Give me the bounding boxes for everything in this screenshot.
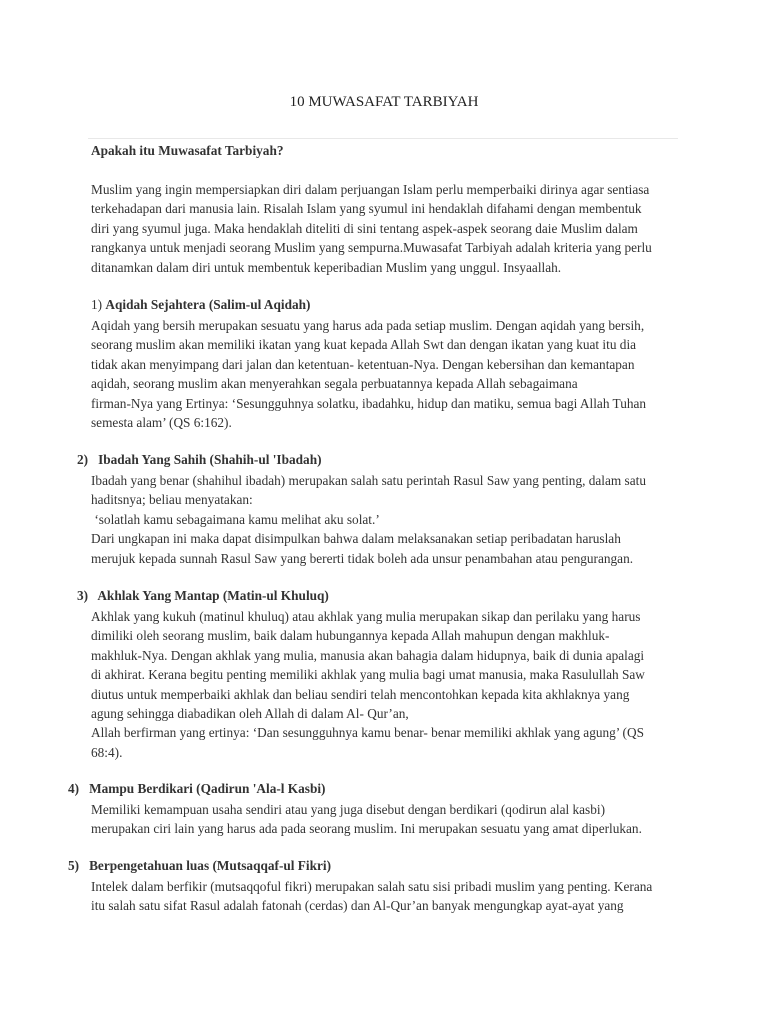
body-line: firman-Nya yang Ertinya: ‘Sesungguhnya solatku, ibadahku, hidup dan matiku, semua bagi Allah Tuhan [91, 395, 647, 411]
section-title: Aqidah Sejahtera (Salim-ul Aqidah) [105, 297, 311, 312]
document-title: 10 MUWASAFAT TARBIYAH [289, 94, 479, 110]
body-line: haditsnya; beliau menyatakan: [91, 492, 253, 508]
intro-line: terkehadapan dari manusia lain. Risalah Islam yang syumul ini hendaklah difahami dengan membentuk [91, 201, 642, 217]
question-heading: Apakah itu Muwasafat Tarbiyah? [91, 143, 284, 158]
intro-line: ditanamkan dalam diri untuk membentuk keperibadian Muslim yang unggul. Insyaallah. [91, 259, 562, 275]
body-line: di akhirat. Kerana begitu penting memiliki akhlak yang mulia bagi umat manusia, maka Rasulullah Saw [91, 667, 645, 683]
section-number: 4) [68, 781, 80, 796]
body-line: agung sehingga diabadikan oleh Allah di dalam Al- Qur’an, [91, 706, 409, 722]
section-4-body [91, 800, 642, 839]
body-line: Intelek dalam berfikir (mutsaqqoful fikri) merupakan salah satu sisi pribadi muslim yang penting. Kerana [91, 879, 653, 894]
section-5-body [91, 877, 652, 916]
body-line: aqidah, seorang muslim akan menyerahkan segala perbuatannya kepada Allah sebagaimana [91, 376, 578, 392]
body-line: ‘solatlah kamu sebagaimana kamu melihat aku solat.’ [91, 511, 380, 527]
body-line: makhluk-Nya. Dengan akhlak yang mulia, manusia akan bahagia dalam hidupnya, baik di dunia apalagi [91, 647, 645, 663]
divider [88, 138, 678, 139]
body-line: diutus untuk memperbaiki akhlak dan beliau sendiri telah mencontohkan kepada kita akhlaknya yang [91, 686, 630, 702]
body-line: seorang muslim akan memiliki ikatan yang kuat kepada Allah Swt dan dengan ikatan yang kuat itu dia [91, 337, 637, 353]
body-line: 68:4). [91, 744, 123, 760]
intro-paragraph [91, 180, 652, 277]
intro-line: diri yang syumul juga. Maka hendaklah diteliti di sini tentang aspek-aspek seorang daie Muslim dalam [91, 220, 638, 236]
body-line: merujuk kepada sunnah Rasul Saw yang bererti tidak boleh ada unsur penambahan atau pengurangan. [91, 550, 634, 566]
body-line: Allah berfirman yang ertinya: ‘Dan sesungguhnya kamu benar- benar memiliki akhlak yang agung’ (QS [91, 725, 644, 741]
section-number: 5) [68, 858, 80, 873]
section-title: Mampu Berdikari (Qadirun 'Ala-l Kasbi) [89, 781, 326, 796]
body-line: semesta alam’ (QS 6:162). [91, 415, 232, 431]
section-1-heading [91, 297, 310, 313]
body-line: dimiliki oleh seorang muslim, baik dalam hubungannya kepada Allah mahupun dengan makhluk- [91, 628, 610, 644]
body-line: tidak akan menyimpang dari jalan dan ketentuan- ketentuan-Nya. Dengan kebersihan dan kemantapan [91, 356, 635, 372]
section-2-heading [77, 452, 322, 468]
body-line: itu salah satu sifat Rasul adalah fatonah (cerdas) dan Al-Qur’an banyak mengungkap ayat-ayat yang [91, 898, 624, 914]
section-title: Ibadah Yang Sahih (Shahih-ul 'Ibadah) [98, 452, 322, 467]
section-1-body [91, 316, 646, 432]
body-line: Memiliki kemampuan usaha sendiri atau yang juga disebut dengan berdikari (qodirun alal kasbi) [91, 802, 606, 817]
section-4-heading [68, 781, 325, 797]
body-line: Ibadah yang benar (shahihul ibadah) merupakan salah satu perintah Rasul Saw yang penting, dalam satu [91, 473, 646, 488]
section-number: 3) [77, 588, 89, 603]
intro-line: Muslim yang ingin mempersiapkan diri dalam perjuangan Islam perlu memperbaiki dirinya agar sentiasa [91, 182, 650, 197]
section-number: 2) [77, 452, 89, 467]
section-title: Berpengetahuan luas (Mutsaqqaf-ul Fikri) [89, 858, 332, 873]
section-5-heading [68, 858, 331, 874]
section-number: 1) [91, 297, 103, 312]
body-line: Aqidah yang bersih merupakan sesuatu yang harus ada pada setiap muslim. Dengan aqidah yang bersih, [91, 318, 645, 333]
body-line: merupakan ciri lain yang harus ada pada seorang muslim. Ini merupakan sesuatu yang amat diperlukan. [91, 821, 642, 837]
section-title: Akhlak Yang Mantap (Matin-ul Khuluq) [97, 588, 329, 603]
section-2-body [91, 471, 646, 568]
body-line: Akhlak yang kukuh (matinul khuluq) atau akhlak yang mulia merupakan sikap dan perilaku yang harus [91, 609, 641, 624]
section-3-heading [77, 588, 329, 604]
section-3-body [91, 607, 645, 762]
body-line: Dari ungkapan ini maka dapat disimpulkan bahwa dalam melaksanakan setiap peribadatan haruslah [91, 531, 621, 547]
intro-line: rangkanya untuk menjadi seorang Muslim yang sempurna.Muwasafat Tarbiyah adalah kriteria yang perlu [91, 240, 652, 256]
